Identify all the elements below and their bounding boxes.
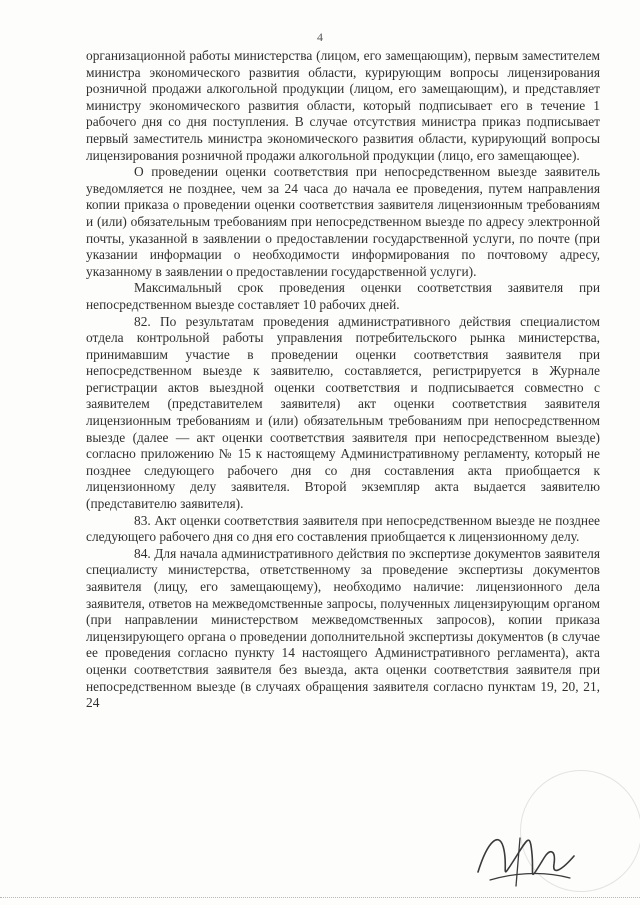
paragraph-max-term: Максимальный срок проведения оценки соответствия заявителя при непосредственном выезде составляет 10 рабочих дней. <box>86 280 600 312</box>
paragraph-82: 82. По результатам проведения административного действия специалистом отдела контрольной работы управления потребительского рынка министерства, принимавшим участие в проведении оценки соответствия заявителя при непосредственном выезде к заявителю, составляется, регистрируется в Журнале регистрации актов выездной оценки соответствия и подписывается совместно с заявителем (представителем заявителя) акт оценки соответствия заявителя лицензионным требованиям и (или) обязательным требованиям при непосредственном выезде (далее — акт оценки соответствия заявителя при непосредственном выезде) согласно приложению № 15 к настоящему Административному регламенту, который не позднее следующего рабочего дня со дня составления акта приобщается к лицензионному делу заявителя. Второй экземпляр акта выдается заявителю (представителю заявителя). <box>86 313 600 512</box>
paragraph-83: 83. Акт оценки соответствия заявителя при непосредственном выезде не позднее следующего рабочего дня со дня его составления приобщается к лицензионному делу. <box>86 512 600 545</box>
document-body <box>86 48 600 712</box>
paragraph-notification: О проведении оценки соответствия при непосредственном выезде заявитель уведомляется не позднее, чем за 24 часа до начала ее проведения, путем направления копии приказа о проведении оценки соответствия заявителя лицензионным требованиям и (или) обязательным требованиям при непосредственном выезде по адресу электронной почты, указанной в заявлении о предоставлении государственной услуги, по почте (при указании информации о необходимости информирования по почтовому адресу, указанному в заявлении о предоставлении государственной услуги). <box>86 164 600 279</box>
bottom-rule <box>0 897 640 898</box>
paragraph-continuation: организационной работы министерства (лицом, его замещающим), первым заместителем министра экономического развития области, курирующим вопросы лицензирования розничной продажи алкогольной продукции (лицом, его замещающим), и представляет министру экономического развития области, который подписывает его в течение 1 рабочего дня со дня поступления. В случае отсутствия министра приказ подписывает первый заместитель министра экономического развития области, курирующий вопросы лицензирования розничной продажи алкогольной продукции (лицо, его замещающее). <box>86 48 600 163</box>
page-number: 4 <box>317 30 323 44</box>
paragraph-84: 84. Для начала административного действия по экспертизе документов заявителя специалисту министерства, ответственному за проведение экспертизы документов заявителя (лицу, его замещающему), необходимо наличие: лицензионного дела заявителя, ответов на межведомственные запросы, полученных лицензирующим органом (при направлении министерством межведомственных запросов), копии приказа лицензирующего органа о проведении дополнительной экспертизы документов (в случае ее проведения согласно пункту 14 настоящего Административного регламента), акта оценки соответствия заявителя без выезда, акта оценки соответствия заявителя при непосредственном выезде (в случаях обращения заявителя согласно пунктам 19, 20, 21, 24 <box>86 545 600 711</box>
handwritten-signature <box>470 820 580 895</box>
